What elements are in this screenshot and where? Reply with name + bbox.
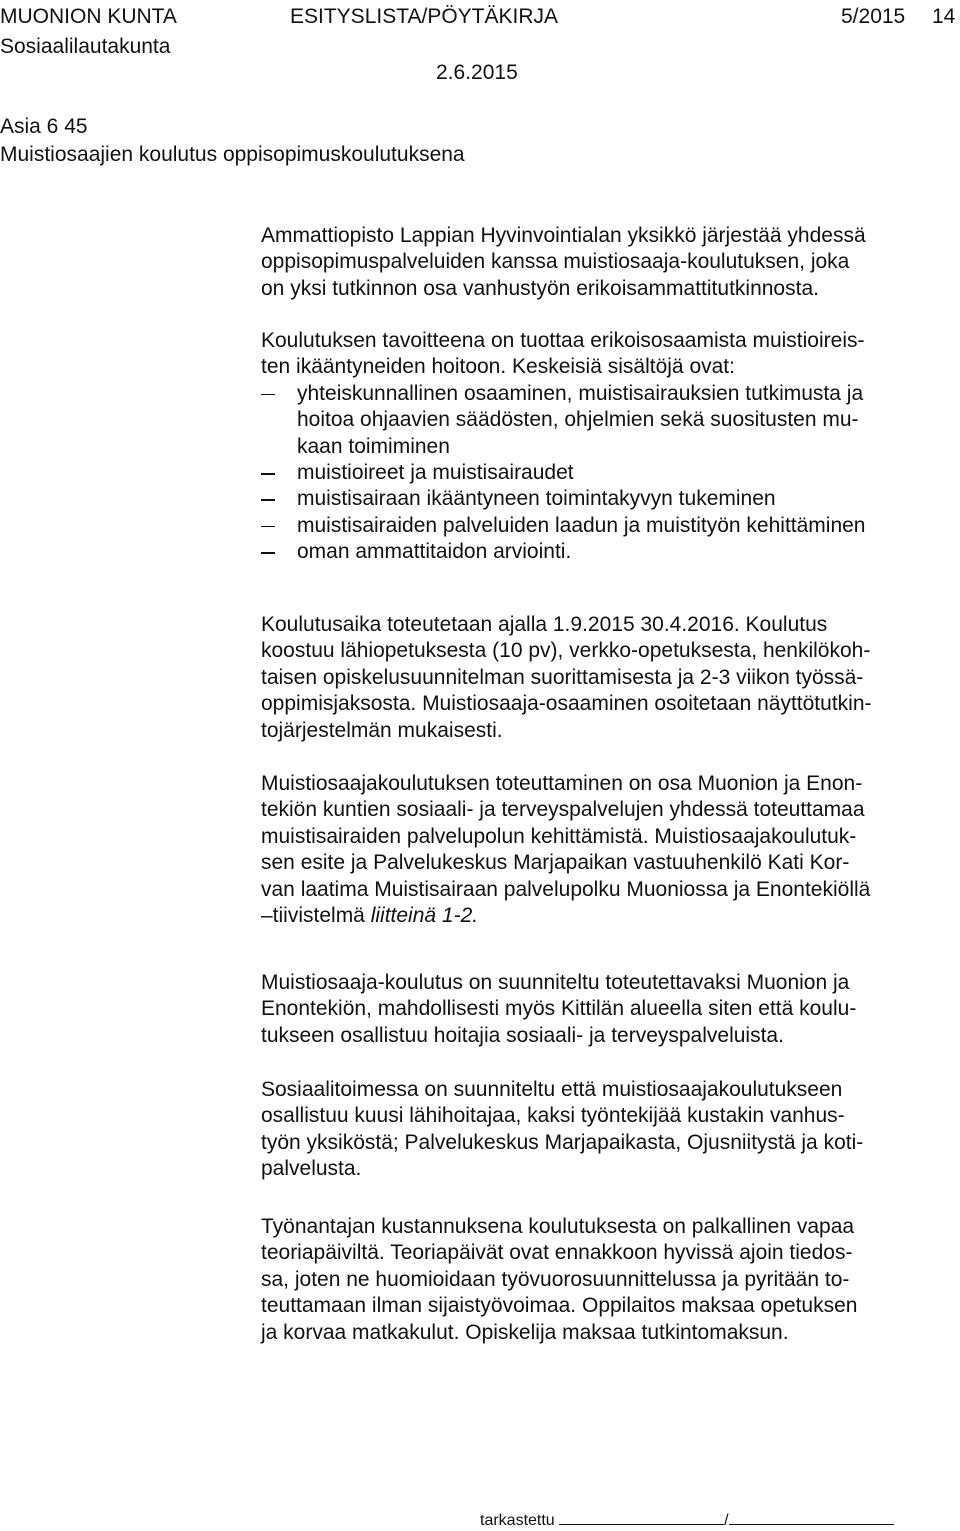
text-line: tekiön kuntien sosiaali- ja terveyspalvelujen yhdessä toteuttamaa: [261, 798, 865, 822]
document-type: ESITYSLISTA/PÖYTÄKIRJA: [290, 5, 559, 28]
text-line: Ammattiopisto Lappian Hyvinvointialan yksikkö järjestää yhdessä: [261, 224, 866, 247]
text-line: sen esite ja Palvelukeskus Marjapaikan vastuuhenkilö Kati Kor-: [261, 851, 850, 875]
list-item-text: yhteiskunnallinen osaaminen, muistisairauksien tutkimusta ja: [297, 381, 864, 405]
text-line: ja korvaa matkakulut. Opiskelija maksaa tutkintomaksun.: [261, 1320, 789, 1344]
text-line: palvelusta.: [261, 1157, 362, 1181]
text-line: oppimisjaksosta. Muistiosaaja-osaaminen osoitetaan näyttötutkin-: [261, 692, 872, 716]
list-item-text: oman ammattitaidon arviointi.: [297, 540, 572, 564]
text-line: teoriapäiviltä. Teoriapäivät ovat ennakkoon hyvissä ajoin tiedos-: [261, 1241, 853, 1265]
list-item: [261, 486, 866, 512]
paragraph-6: [261, 1077, 863, 1183]
paragraph-2: [261, 328, 866, 566]
review-label: tarkastettu: [480, 1512, 555, 1529]
item-title: Muistiosaajien koulutus oppisopimuskoulutuksena: [0, 143, 465, 166]
text-line: Koulutusaika toteutetaan ajalla 1.9.2015 30.4.2016. Koulutus: [261, 613, 828, 636]
signature-line: [559, 1509, 724, 1525]
text-line: Sosiaalitoimessa on suunniteltu että muistiosaajakoulutukseen: [261, 1078, 843, 1101]
list-item-text: muistioireet ja muistisairaudet: [297, 461, 574, 485]
text-line: tojärjestelmän mukaisesti.: [261, 718, 503, 742]
text-line: koostuu lähiopetuksesta (10 pv), verkko-opetuksesta, henkilökoh-: [261, 639, 871, 663]
item-number: Asia 6 45: [0, 115, 88, 138]
committee-name: Sosiaalilautakunta: [0, 35, 171, 58]
text-line: teuttamaan ilman sijaistyövoimaa. Oppilaitos maksaa opetuksen: [261, 1294, 858, 1318]
review-footer: [480, 1509, 894, 1531]
page-number: 14: [932, 5, 956, 28]
list-item: [261, 381, 866, 460]
paragraph-5: [261, 970, 856, 1049]
content-list: [261, 381, 866, 566]
text-line: ten ikääntyneiden hoitoon. Keskeisiä sisältöjä ovat:: [261, 355, 735, 379]
list-item-text: kaan toimiminen: [297, 434, 450, 458]
paragraph-3: [261, 612, 872, 744]
paragraph-7: [261, 1214, 857, 1346]
attachment-reference: liitteinä 1-2.: [370, 904, 479, 928]
dash-bullet: [261, 552, 275, 554]
text-line: työn yksiköstä; Palvelukeskus Marjapaikasta, Ojusniitystä ja koti-: [261, 1130, 864, 1154]
list-item: [261, 460, 866, 486]
paragraph-1: [261, 223, 866, 302]
text-line: sa, joten ne huomioidaan työvuorosuunnittelussa ja pyritään to-: [261, 1267, 850, 1291]
text-line: taisen opiskelusuunnitelman suorittamisesta ja 2-3 viikon työssä-: [261, 665, 864, 689]
text-line: on yksi tutkinnon osa vanhustyön erikoisammattitutkinnosta.: [261, 276, 819, 300]
signature-line: [729, 1509, 894, 1525]
document-number: 5/2015: [841, 5, 906, 28]
list-item-text: muistisairaiden palveluiden laadun ja muistityön kehittäminen: [297, 513, 866, 537]
list-item: [261, 539, 866, 565]
list-item-text: hoitoa ohjaavien säädösten, ohjelmien sekä suositusten mu-: [297, 408, 859, 432]
list-item-text: muistisairaan ikääntyneen toimintakyvyn tukeminen: [297, 487, 776, 511]
dash-bullet: [261, 394, 275, 396]
dash-bullet: [261, 526, 275, 528]
text-line: van laatima Muistisairaan palvelupolku Muoniossa ja Enontekiöllä: [261, 877, 871, 901]
list-item: [261, 513, 866, 539]
meeting-date: 2.6.2015: [436, 61, 518, 84]
text-line: Muistiosaaja-koulutus on suunniteltu toteutettavaksi Muonion ja: [261, 971, 850, 994]
municipality-name: MUONION KUNTA: [0, 5, 177, 28]
text-line: [261, 903, 870, 929]
dash-bullet: [261, 473, 275, 475]
text-line: Koulutuksen tavoitteena on tuottaa erikoisosaamista muistioireis-: [261, 329, 865, 352]
text-line: oppisopimuspalveluiden kanssa muistiosaaja-koulutuksen, joka: [261, 250, 850, 274]
signature-separator: /: [724, 1512, 729, 1529]
text-segment: –tiivistelmä: [261, 904, 371, 928]
text-line: Työnantajan kustannuksena koulutuksesta on palkallinen vapaa: [261, 1215, 855, 1238]
text-line: Muistiosaajakoulutuksen toteuttaminen on osa Muonion ja Enon-: [261, 772, 863, 795]
text-line: muistisairaiden palvelupolun kehittämistä. Muistiosaajakoulutuk-: [261, 824, 857, 848]
paragraph-4: [261, 771, 870, 929]
dash-bullet: [261, 499, 275, 501]
text-line: tukseen osallistuu hoitajia sosiaali- ja terveyspalveluista.: [261, 1023, 784, 1047]
text-line: Enontekiön, mahdollisesti myös Kittilän alueella siten että koulu-: [261, 997, 857, 1021]
text-line: osallistuu kuusi lähihoitajaa, kaksi työntekijää kustakin vanhus-: [261, 1104, 845, 1128]
